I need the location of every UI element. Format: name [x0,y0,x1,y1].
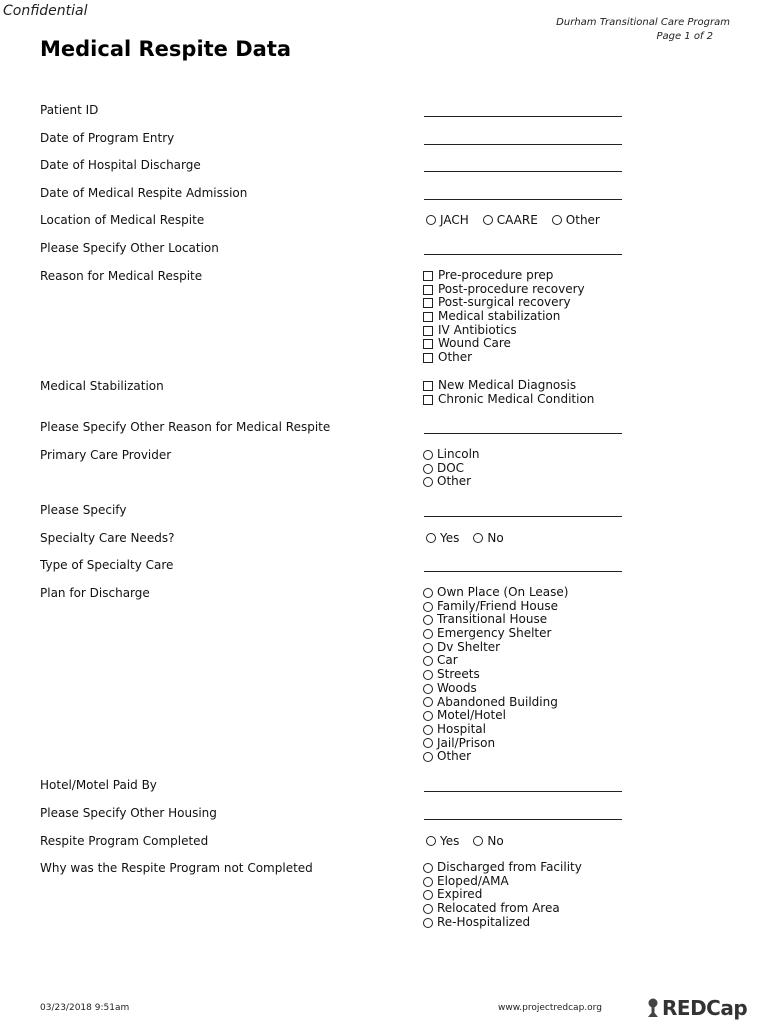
footer-url: www.projectredcap.org [498,1003,602,1013]
reason-option[interactable]: Other [423,351,585,365]
label-discharge-plan: Plan for Discharge [40,586,150,600]
other-housing-field[interactable] [424,819,622,820]
completed-option[interactable]: Yes [426,834,459,848]
radio-icon [423,697,433,707]
radio-icon [423,725,433,735]
discharge-option[interactable]: Family/Friend House [423,600,568,614]
checkbox-icon [423,326,433,336]
discharge-option[interactable]: Dv Shelter [423,641,568,655]
radio-icon [473,836,483,846]
radio-icon [426,533,436,543]
label-program-entry: Date of Program Entry [40,131,175,145]
radio-icon [423,918,433,928]
reason-option[interactable]: Pre-procedure prep [423,269,585,283]
label-hotel-paid: Hotel/Motel Paid By [40,778,157,792]
label-hospital-discharge: Date of Hospital Discharge [40,158,201,172]
label-reason: Reason for Medical Respite [40,269,203,283]
discharge-option[interactable]: Woods [423,682,568,696]
completed-options [426,834,504,848]
pcp-option[interactable]: Other [423,475,480,489]
label-other-reason: Please Specify Other Reason for Medical Respite [40,420,331,434]
radio-icon [423,588,433,598]
respite-admission-date-field[interactable] [424,199,622,200]
stabilization-options [423,379,594,406]
other-reason-field[interactable] [424,433,622,434]
not-completed-option[interactable]: Expired [423,888,582,902]
hospital-discharge-date-field[interactable] [424,171,622,172]
radio-icon [423,752,433,762]
reason-option[interactable]: Wound Care [423,337,585,351]
radio-icon [423,477,433,487]
label-patient-id: Patient ID [40,103,99,117]
radio-icon [423,643,433,653]
label-other-location: Please Specify Other Location [40,241,219,255]
checkbox-icon [423,298,433,308]
discharge-option[interactable]: Jail/Prison [423,737,568,751]
checkbox-icon [423,381,433,391]
label-please-specify: Please Specify [40,503,127,517]
pcp-options [423,448,480,489]
discharge-option[interactable]: Transitional House [423,613,568,627]
completed-option[interactable]: No [473,834,503,848]
radio-icon [423,877,433,887]
radio-icon [473,533,483,543]
checkbox-icon [423,339,433,349]
radio-icon [423,629,433,639]
patient-id-field[interactable] [424,116,622,117]
not-completed-option[interactable]: Re-Hospitalized [423,916,582,930]
radio-icon [423,738,433,748]
label-specialty-type: Type of Specialty Care [40,558,174,572]
specialty-needs-options [426,531,504,545]
radio-icon [423,711,433,721]
radio-icon [423,904,433,914]
stabilization-option[interactable]: Chronic Medical Condition [423,393,594,407]
program-name: Durham Transitional Care Program [556,17,730,28]
not-completed-options [423,861,582,929]
discharge-option[interactable]: Other [423,750,568,764]
specialty-needs-option[interactable]: No [473,531,503,545]
discharge-option[interactable]: Motel/Hotel [423,709,568,723]
radio-icon [423,450,433,460]
discharge-option[interactable]: Own Place (On Lease) [423,586,568,600]
radio-icon [423,863,433,873]
radio-icon [483,215,493,225]
radio-icon [423,464,433,474]
radio-icon [423,684,433,694]
radio-icon [423,656,433,666]
discharge-option[interactable]: Hospital [423,723,568,737]
confidential-label: Confidential [3,3,88,19]
discharge-plan-options [423,586,568,764]
not-completed-option[interactable]: Eloped/AMA [423,875,582,889]
redcap-logo-text: REDCap [662,996,748,1020]
other-location-field[interactable] [424,254,622,255]
footer-date: 03/23/2018 9:51am [40,1003,130,1013]
reason-option[interactable]: Post-surgical recovery [423,296,585,310]
hotel-paid-field[interactable] [424,791,622,792]
reason-option[interactable]: IV Antibiotics [423,324,585,338]
not-completed-option[interactable]: Discharged from Facility [423,861,582,875]
form-title: Medical Respite Data [40,37,292,61]
not-completed-option[interactable]: Relocated from Area [423,902,582,916]
checkbox-icon [423,271,433,281]
label-respite-admission: Date of Medical Respite Admission [40,186,248,200]
reason-options [423,269,585,365]
location-option[interactable]: CAARE [483,213,538,227]
radio-icon [423,602,433,612]
discharge-option[interactable]: Streets [423,668,568,682]
radio-icon [426,215,436,225]
please-specify-field[interactable] [424,516,622,517]
radio-icon [426,836,436,846]
page-number: Page 1 of 2 [656,31,713,42]
label-stabilization: Medical Stabilization [40,379,164,393]
program-entry-date-field[interactable] [424,144,622,145]
checkbox-icon [423,285,433,295]
stabilization-option[interactable]: New Medical Diagnosis [423,379,594,393]
label-pcp: Primary Care Provider [40,448,172,462]
discharge-option[interactable]: Emergency Shelter [423,627,568,641]
radio-icon [423,670,433,680]
discharge-option[interactable]: Car [423,654,568,668]
radio-icon [423,615,433,625]
discharge-option[interactable]: Abandoned Building [423,696,568,710]
label-not-completed: Why was the Respite Program not Completed [40,861,313,875]
pcp-option[interactable]: Lincoln [423,448,480,462]
checkbox-icon [423,312,433,322]
reason-option[interactable]: Medical stabilization [423,310,585,324]
radio-icon [423,890,433,900]
label-other-housing: Please Specify Other Housing [40,806,217,820]
label-location: Location of Medical Respite [40,213,205,227]
label-specialty-needs: Specialty Care Needs? [40,531,175,545]
specialty-type-field[interactable] [424,571,622,572]
checkbox-icon [423,353,433,363]
radio-icon [552,215,562,225]
redcap-logo-icon [645,998,661,1018]
pcp-option[interactable]: DOC [423,462,480,476]
checkbox-icon [423,395,433,405]
location-option[interactable]: JACH [426,213,469,227]
specialty-needs-option[interactable]: Yes [426,531,459,545]
location-options [426,213,600,227]
redcap-logo [645,996,747,1020]
label-completed: Respite Program Completed [40,834,209,848]
location-option[interactable]: Other [552,213,600,227]
reason-option[interactable]: Post-procedure recovery [423,283,585,297]
